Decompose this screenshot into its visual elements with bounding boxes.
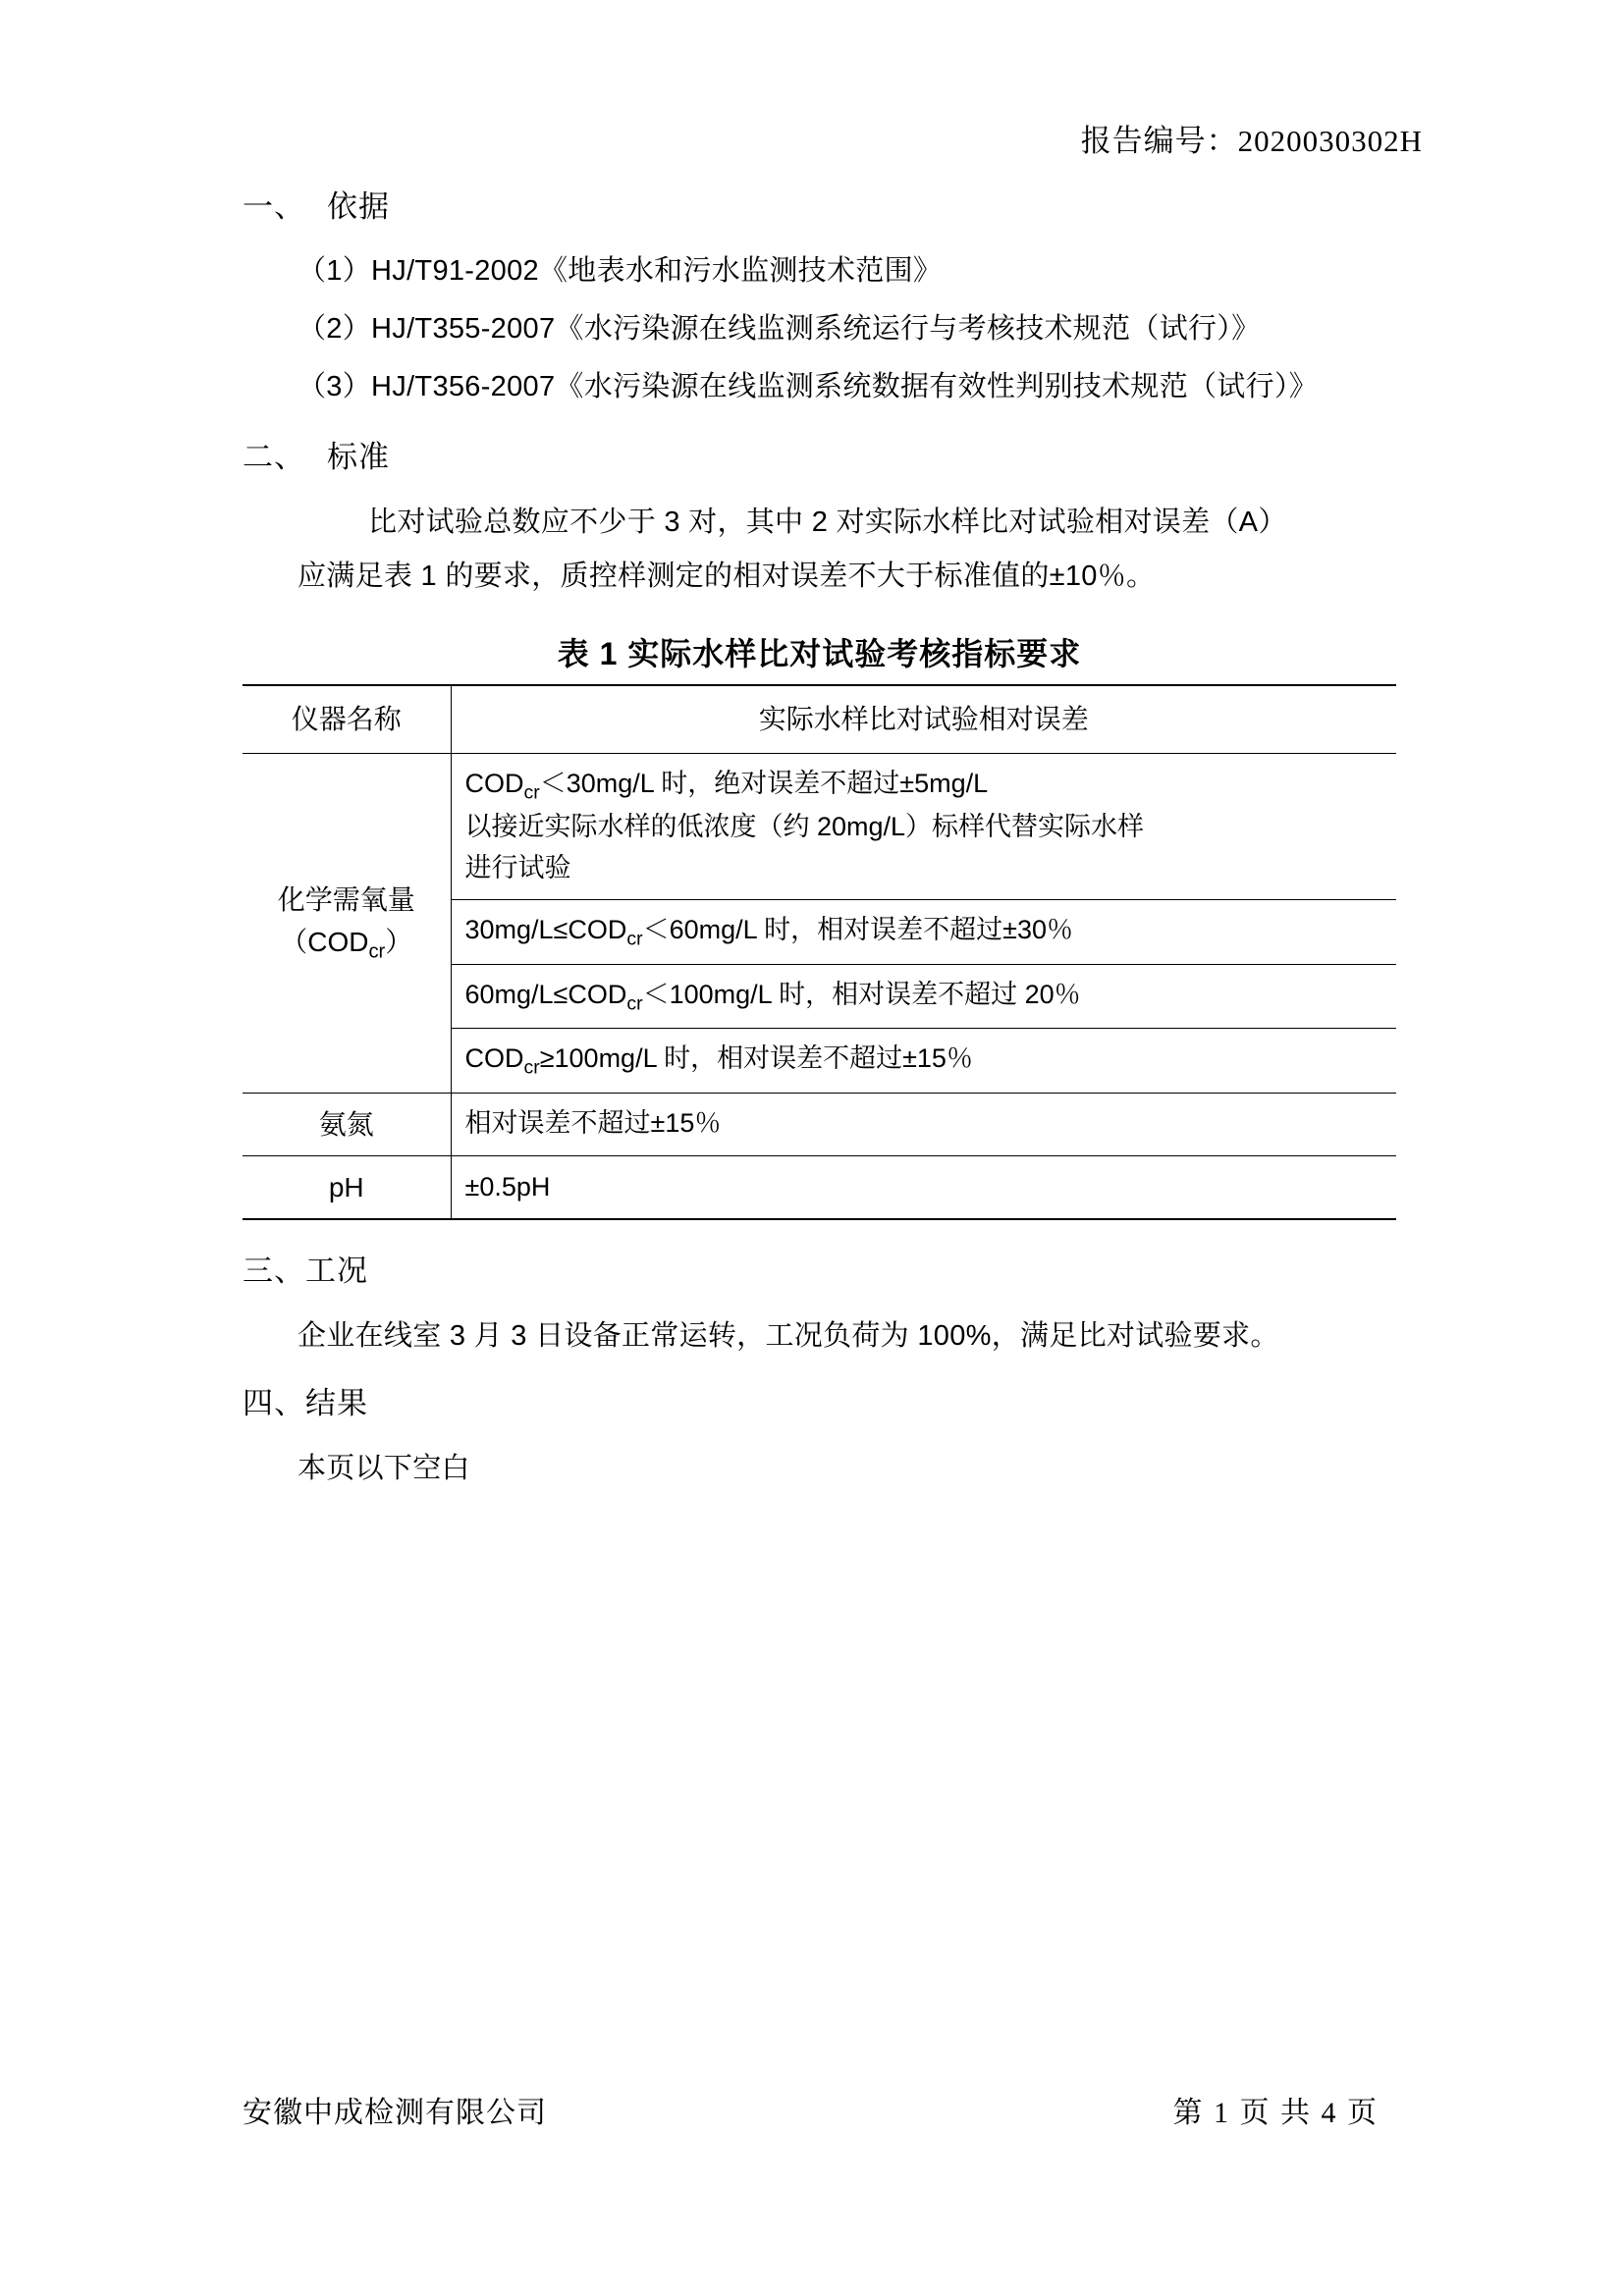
cod-name-tail: ） — [385, 927, 413, 958]
req-post: ＜100mg/L 时，相对误差不超过 20％ — [642, 979, 1081, 1009]
req-sub: cr — [523, 1056, 540, 1079]
result-paragraph: 本页以下空白 — [298, 1452, 470, 1484]
table-cell-instrument-ammonia: 氨氮 — [243, 1093, 451, 1155]
req-sub: cr — [626, 928, 643, 950]
table-row — [243, 1093, 1396, 1155]
table-cell-requirement: 相对误差不超过±15％ — [451, 1093, 1396, 1155]
section-heading-basis — [243, 182, 1396, 226]
cod-name-pre: 化学需氧量（COD — [277, 883, 415, 958]
section-number-result: 四、 — [243, 1385, 305, 1420]
document-body — [243, 182, 1396, 1496]
table-row — [243, 753, 1396, 899]
table-header-error: 实际水样比对试验相对误差 — [451, 685, 1396, 753]
req-pre: COD — [464, 768, 524, 798]
req-post: ≥100mg/L 时，相对误差不超过±15％ — [539, 1043, 973, 1074]
condition-paragraph: 企业在线室 3 月 3 日设备正常运转，工况负荷为 100%，满足比对试验要求。 — [298, 1320, 1279, 1353]
section-title-condition: 工况 — [305, 1254, 368, 1289]
report-number: 报告编号：2020030302H — [1080, 124, 1423, 158]
req-sub: cr — [523, 781, 540, 804]
footer-company: 安徽中成检测有限公司 — [243, 2097, 547, 2129]
req-pre: 30mg/L≤COD — [464, 915, 627, 945]
footer-page-number: 第 1 页 共 4 页 — [1172, 2097, 1379, 2129]
section-heading-condition — [243, 1246, 1396, 1290]
section-title-basis: 依据 — [327, 189, 390, 224]
table-cell-instrument-cod — [243, 753, 451, 1093]
table-cell-instrument-ph: pH — [243, 1156, 451, 1220]
req-sub: cr — [626, 991, 643, 1014]
cod-name-sub: cr — [368, 940, 386, 963]
table-cell-requirement: ±0.5pH — [451, 1156, 1396, 1220]
req-post: ＜30mg/L 时，绝对误差不超过±5mg/L — [539, 768, 989, 798]
reference-item: （3）HJ/T356-2007《水污染源在线监测系统数据有效性判别技术规范（试行）》 — [298, 370, 1318, 402]
section-heading-result — [243, 1378, 1396, 1422]
req-pre: COD — [464, 1043, 524, 1074]
section-number-basis: 一、 — [243, 189, 305, 224]
table-cell-requirement — [451, 964, 1396, 1029]
standard-paragraph-1: 比对试验总数应不少于 3 对，其中 2 对实际水样比对试验相对误差（A） — [368, 507, 1287, 539]
req-pre: 60mg/L≤COD — [464, 979, 627, 1009]
req-line3: 进行试验 — [464, 853, 571, 883]
req-line2: 以接近实际水样的低浓度（约 20mg/L）标样代替实际水样 — [464, 812, 1145, 842]
section-title-standard: 标准 — [327, 440, 390, 475]
req-post: ＜60mg/L 时，相对误差不超过±30％ — [642, 915, 1073, 945]
table-caption: 表 1 实际水样比对试验考核指标要求 — [557, 636, 1082, 672]
section-title-result: 结果 — [305, 1385, 368, 1420]
standard-paragraph-2: 应满足表 1 的要求，质控样测定的相对误差不大于标准值的±10％。 — [298, 561, 1156, 593]
section-heading-standard — [243, 432, 1396, 476]
section-number-condition: 三、 — [243, 1254, 305, 1289]
reference-item: （1）HJ/T91-2002《地表水和污水监测技术范围》 — [298, 255, 943, 287]
table-cell-requirement — [451, 1029, 1396, 1094]
section-number-standard: 二、 — [243, 440, 305, 475]
table-row — [243, 1156, 1396, 1220]
indicator-table — [243, 684, 1396, 1220]
table-cell-requirement — [451, 753, 1396, 899]
table-header-instrument: 仪器名称 — [243, 685, 451, 753]
table-cell-requirement — [451, 900, 1396, 965]
reference-item: （2）HJ/T355-2007《水污染源在线监测系统运行与考核技术规范（试行）》 — [298, 312, 1261, 345]
table-header-row — [243, 685, 1396, 753]
